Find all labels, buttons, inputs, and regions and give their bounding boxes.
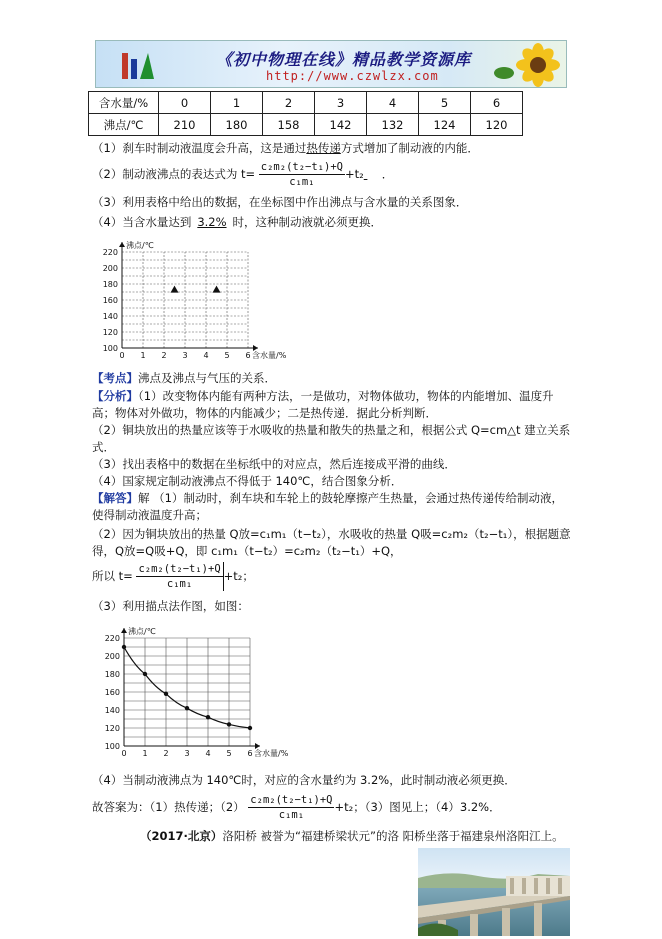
table-cell: 124 — [419, 114, 471, 136]
x-tick-label: 6 — [247, 749, 253, 758]
y-tick-label: 220 — [104, 634, 120, 643]
formula-numerator: c₂m₂(t₂−t₁)+Q — [250, 794, 333, 806]
x-tick-label: 5 — [226, 749, 232, 758]
final-answer-prefix: 故答案为：（1）热传递；（2） — [92, 800, 245, 814]
fenxi-line-4: 式． — [92, 440, 115, 454]
next-question-line — [140, 828, 564, 844]
chart-1-svg — [92, 230, 287, 365]
y-tick-label: 140 — [102, 312, 118, 321]
jieda-text: 解 （1）制动时，刹车块和车轮上的鼓轮摩擦产生热量，会通过热传递传给制动液， — [138, 491, 563, 505]
y-tick-label: 120 — [104, 724, 120, 733]
data-point — [227, 722, 231, 726]
sunflower-icon — [490, 43, 560, 87]
y-tick-label: 160 — [104, 688, 120, 697]
data-point — [164, 692, 168, 696]
banner-title: 《初中物理在线》精品教学资源库 — [216, 50, 472, 69]
x-tick-label: 3 — [182, 351, 188, 360]
y-axis-label: 沸点/℃ — [128, 627, 156, 636]
formula-fraction — [248, 793, 334, 822]
question-3: （3）利用表格中给出的数据，在坐标图中作出沸点与含水量的关系图象． — [92, 195, 468, 209]
table-cell: 2 — [263, 92, 315, 114]
table-cell: 3 — [315, 92, 367, 114]
fenxi-line-2: 高；物体对外做功，物体的内能减少；二是热传递．据此分析判断． — [92, 406, 437, 420]
x-tick-label: 4 — [205, 749, 211, 758]
question-4-answer: 3.2% — [197, 215, 227, 229]
triangle-marker — [213, 286, 221, 293]
table-cell: 6 — [471, 92, 523, 114]
table-cell: 158 — [263, 114, 315, 136]
bridge-photo — [418, 848, 570, 936]
jieda-line-7: （4）当制动液沸点为 140℃时，对应的含水量约为 3.2%，此时制动液必须更换． — [92, 773, 516, 787]
data-point — [143, 672, 147, 676]
x-tick-label: 5 — [224, 351, 230, 360]
x-tick-label: 1 — [140, 351, 146, 360]
kaodian-line — [92, 370, 276, 386]
jieda-line-4: 得，Q放=Q吸+Q，即 c₁m₁（t−t₂）=c₂m₂（t₂−t₁）+Q， — [92, 544, 402, 558]
question-4-text-end: 时，这种制动液就必须更换． — [232, 215, 383, 229]
bridge-photo-image — [418, 848, 570, 936]
y-tick-label: 220 — [102, 248, 118, 257]
fenxi-line-6: （4）国家规定制动液沸点不得低于 140℃，结合图象分析． — [92, 474, 403, 488]
answer-blank — [364, 166, 382, 182]
final-answer-suffix: +t₂；（3）图见上；（4）3.2%． — [334, 800, 501, 814]
question-2-end: ． — [381, 167, 394, 181]
jieda-line-1 — [92, 490, 563, 506]
jieda-line-5 — [92, 562, 254, 591]
data-table — [88, 91, 523, 136]
chart-empty-grid — [92, 230, 287, 368]
table-cell: 210 — [159, 114, 211, 136]
formula-tail: +t₂； — [223, 569, 254, 583]
table-cell: 142 — [315, 114, 367, 136]
question-2-text: （2）制动液沸点的表达式为 t= — [92, 167, 256, 181]
chart-2-svg — [92, 614, 289, 764]
y-axis-arrow-icon — [121, 628, 127, 633]
x-tick-label: 1 — [142, 749, 148, 758]
formula-fraction — [259, 160, 345, 189]
formula-numerator: c₂m₂(t₂−t₁)+Q — [138, 563, 221, 575]
y-axis-label: 沸点/℃ — [126, 241, 154, 250]
formula-tail: +t₂ — [344, 167, 364, 181]
formula-fraction — [136, 562, 223, 591]
formula-denominator: c₁m₁ — [289, 176, 315, 188]
jieda-line-6: （3）利用描点法作图，如图： — [92, 599, 249, 613]
kaodian-tag: 【考点】 — [92, 371, 138, 385]
triangle-marker — [171, 286, 179, 293]
y-tick-label: 200 — [102, 264, 118, 273]
y-axis-arrow-icon — [119, 242, 125, 247]
x-tick-label: 6 — [245, 351, 251, 360]
formula-numerator: c₂m₂(t₂−t₁)+Q — [260, 161, 343, 173]
question-1-answer: 热传递 — [306, 141, 341, 155]
question-2 — [92, 160, 393, 189]
final-answer-line — [92, 793, 501, 822]
x-tick-label: 0 — [121, 749, 127, 758]
data-point — [185, 706, 189, 710]
data-point — [248, 726, 252, 730]
question-1-text: （1）刹车时制动液温度会升高，这是通过 — [92, 141, 307, 155]
jieda-line-2: 使得制动液温度升高； — [92, 508, 207, 522]
x-tick-label: 4 — [203, 351, 209, 360]
formula-denominator: c₁m₁ — [278, 809, 305, 821]
table-cell: 120 — [471, 114, 523, 136]
table-cell: 180 — [211, 114, 263, 136]
x-axis-label: 含水量/% — [252, 351, 287, 360]
fenxi-line-1 — [92, 388, 554, 404]
jieda-tag: 【解答】 — [92, 491, 138, 505]
x-axis-label: 含水量/% — [254, 749, 289, 758]
table-cell: 4 — [367, 92, 419, 114]
table-row-header: 含水量/% — [89, 92, 159, 114]
y-tick-label: 200 — [104, 652, 120, 661]
x-tick-label: 2 — [163, 749, 169, 758]
y-tick-label: 180 — [102, 280, 118, 289]
jieda-line-3: （2）因为铜块放出的热量 Q放=c₁m₁（t−t₂），水吸收的热量 Q吸=c₂m₂（t₂−t₁），根据题意 — [92, 527, 571, 541]
kaodian-text: 沸点及沸点与气压的关系． — [138, 371, 276, 385]
question-4-text: （4）当含水量达到 — [92, 215, 192, 229]
y-tick-label: 160 — [102, 296, 118, 305]
question-1-text-end: 方式增加了制动液的内能． — [340, 141, 479, 155]
table-cell: 5 — [419, 92, 471, 114]
fenxi-tag: 【分析】 — [92, 389, 138, 403]
x-tick-label: 3 — [184, 749, 190, 758]
data-point — [206, 715, 210, 719]
fenxi-line-5: （3）找出表格中的数据在坐标纸中的对应点，然后连接成平滑的曲线． — [92, 457, 456, 471]
header-banner — [95, 40, 567, 88]
table-row — [89, 92, 523, 114]
table-cell: 0 — [159, 92, 211, 114]
table-cell: 1 — [211, 92, 263, 114]
y-tick-label: 120 — [102, 328, 118, 337]
data-point — [122, 645, 126, 649]
fenxi-line-3: （2）铜块放出的热量应该等于水吸收的热量和散失的热量之和，根据公式 Q=cm△t 建立关系 — [92, 423, 571, 437]
question-source: （2017·北京） — [140, 829, 223, 843]
y-tick-label: 140 — [104, 706, 120, 715]
y-tick-label: 100 — [102, 344, 118, 353]
table-row-header: 沸点/℃ — [89, 114, 159, 136]
table-row — [89, 114, 523, 136]
question-4 — [92, 214, 382, 230]
x-tick-label: 0 — [119, 351, 125, 360]
y-tick-label: 100 — [104, 742, 120, 751]
table-cell: 132 — [367, 114, 419, 136]
x-tick-label: 2 — [161, 351, 167, 360]
question-1 — [92, 140, 479, 156]
y-tick-label: 180 — [104, 670, 120, 679]
banner-url[interactable]: http://www.czwlzx.com — [266, 69, 439, 83]
next-question-text: 洛阳桥 被誉为“福建桥梁状元”的洛 阳桥坐落于福建泉州洛阳江上。 — [222, 829, 564, 843]
formula-denominator: c₁m₁ — [166, 578, 193, 590]
chart-curve — [92, 614, 289, 767]
fenxi-text: （1）改变物体内能有两种方法，一是做功，对物体做功，物体的内能增加、温度升 — [138, 389, 554, 403]
jieda-formula-prefix: 所以 t= — [92, 569, 133, 583]
site-logo-icon — [118, 49, 158, 83]
